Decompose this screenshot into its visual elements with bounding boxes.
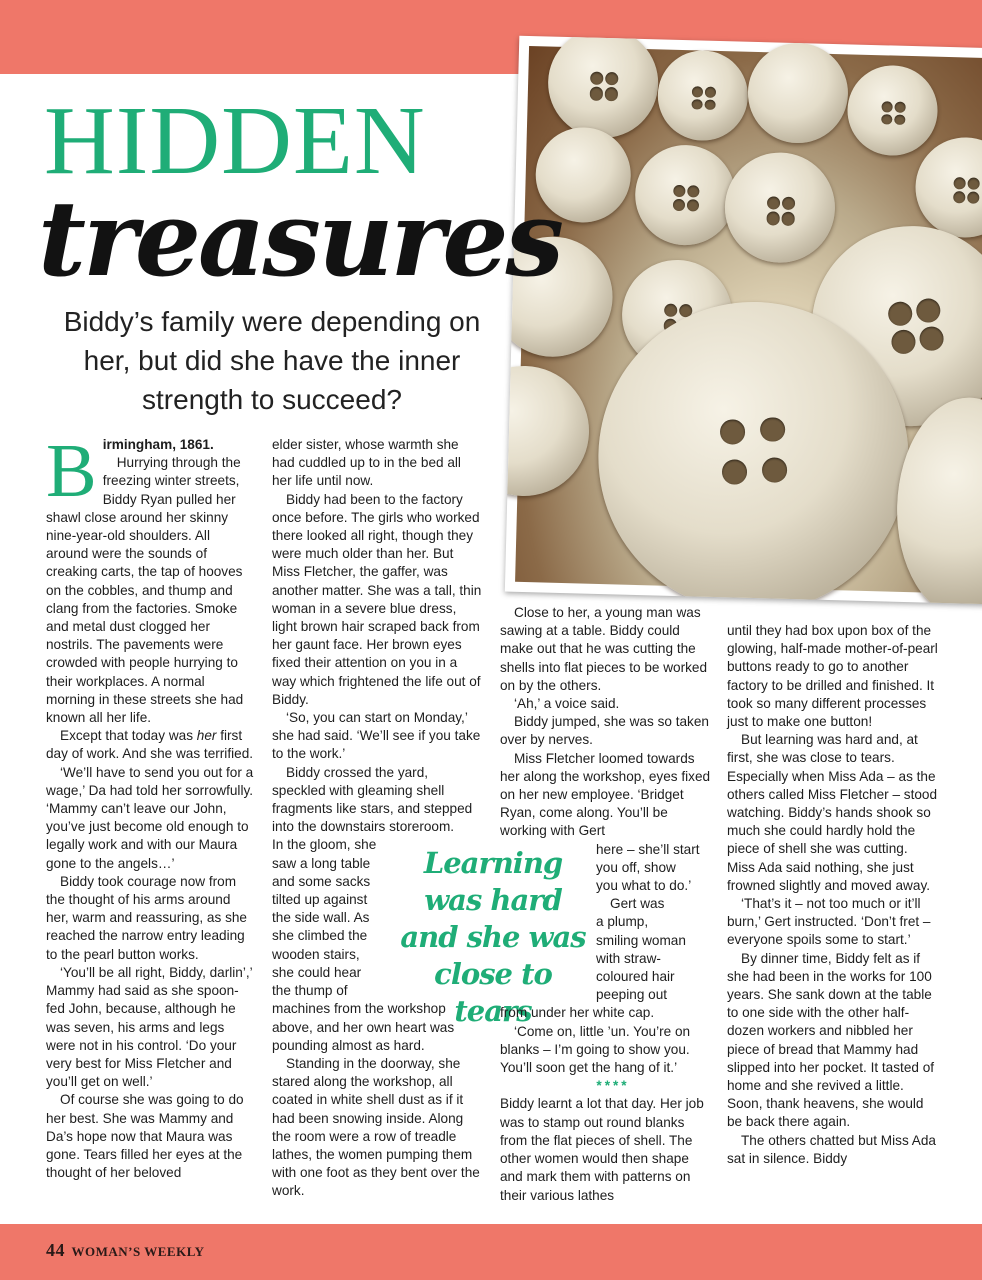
button-image bbox=[724, 151, 837, 264]
section-separator: **** bbox=[596, 1078, 630, 1094]
paragraph: until they had box upon box of the glowing, half-made mother-of-pearl buttons ready to go to another factory to be drilled and finished. It took so many different processes just to make one button! bbox=[727, 623, 938, 730]
paragraph: ‘We’ll have to send you out for a wage,’ Da had told her sorrowfully. ‘Mammy can’t leave our John, you’ve just become old enough to legally work and with our Maura gone to the angels…’ bbox=[46, 764, 254, 871]
button-image bbox=[846, 64, 938, 156]
paragraph: Biddy jumped, she was so taken over by nerves. bbox=[500, 714, 709, 748]
pull-quote: Learning was hard and she was close to tears bbox=[400, 846, 586, 1028]
article-column-4 bbox=[727, 622, 939, 1168]
paragraph: Biddy crossed the yard, speckled with gleaming shell fragments like stars, and stepped into the downstairs storeroom. bbox=[272, 764, 473, 835]
paragraph: from under her white cap. bbox=[500, 1005, 655, 1021]
paragraph: Hurrying through the freezing winter streets, Biddy Ryan pulled her shawl close around her skinny nine-year-old shoulders. All around were the sounds of creaking carts, the tap of hooves on the cobbles, and thump and clang from the factories. Smoke and metal dust clogged her nostrils. The pavements were crowded with people hurrying to their workplaces. A normal morning in these streets she had known all her life. bbox=[46, 455, 244, 726]
paragraph: In the gloom, she saw a long table and some sacks tilted up against the side wall. As she climbed the wooden stairs, she could hear the thump of machines from the workshop above, and her own heart was pounding almost as hard. bbox=[272, 837, 455, 1053]
opening-paragraph bbox=[46, 429, 254, 727]
paragraph: Of course she was going to do her best. She was Mammy and Da’s hope now that Maura was gone. Tears filled her eyes at the thought of her beloved bbox=[46, 1092, 244, 1181]
paragraph: Miss Fletcher loomed towards her along the workshop, eyes fixed on her new employee. ‘Bridget Ryan, come along. You’ll be working with Gert bbox=[500, 750, 711, 839]
paragraph: The others chatted but Miss Ada sat in silence. Biddy bbox=[727, 1132, 936, 1166]
standfirst: Biddy’s family were depending on her, but did she have the inner strength to succeed? bbox=[63, 306, 481, 415]
article-column-1 bbox=[46, 429, 254, 1182]
button-image bbox=[547, 36, 660, 140]
article-column-3 bbox=[500, 604, 712, 1205]
paragraph: Biddy took courage now from the thought of his arms around her, warm and reassuring, as she reached the narrow entry leading to the pearl button works. bbox=[46, 873, 247, 962]
dateline: irmingham, 1861. bbox=[102, 437, 214, 452]
photo-image-area bbox=[515, 46, 982, 594]
button-image bbox=[894, 396, 982, 604]
wrapped-lines: here – she’ll start you off, show you what to do.’ Gert was a plump, smiling woman with straw- coloured hair peeping out bbox=[596, 841, 700, 1003]
paragraph: Except that today was her first day of work. And she was terrified. bbox=[46, 728, 254, 762]
headline-hidden: HIDDEN bbox=[44, 87, 426, 195]
paragraph: Close to her, a young man was sawing at a table. Biddy could make out that he was cutting the shells into flat pieces to be worked on by the others. bbox=[500, 605, 708, 693]
headline-treasures: treasures bbox=[38, 177, 562, 300]
page-number: 44 bbox=[46, 1240, 65, 1260]
emphasis: her bbox=[196, 728, 217, 744]
paragraph: ‘That’s it – not too much or it’ll burn,’ Gert instructed. ‘Don’t fret – everyone spoils some to start.’ bbox=[727, 896, 931, 948]
button-image bbox=[505, 364, 591, 497]
paragraph: ‘You’ll be all right, Biddy, darlin’,’ Mammy had said as she spoon-fed John, because, although he was seven, his arms and legs were not in his control. ‘Do your very best for Miss Fletcher and you’ll get on well.’ bbox=[46, 964, 253, 1090]
paragraph: ‘Come on, little ’un. You’re on blanks – I’m going to show you. You’ll soon get the hang of it.’ bbox=[500, 1023, 691, 1076]
paragraph: But learning was hard and, at first, she was close to tears. Especially when Miss Ada – as the others called Miss Fletcher – stood watching. Biddy’s hands shook so much she could hardly hold the piece of shell she was cutting. Miss Ada said nothing, she just frowned slightly and moved away. bbox=[727, 732, 938, 893]
button-image bbox=[634, 144, 737, 247]
paragraph: Biddy had been to the factory once before. The girls who worked there looked all right, though they were much older than her. But Miss Fletcher, the gaffer, was another matter. She was a tall, thin woman in a severe blue dress, light brown hair scraped back from her gaunt face. Her brown eyes fixed their attention on you in a way which frightened the life out of Biddy. bbox=[272, 491, 482, 707]
paragraph: ‘So, you can start on Monday,’ she had said. ‘We’ll see if you take to the work.’ bbox=[272, 710, 481, 762]
article-column-2 bbox=[272, 436, 484, 1201]
paragraph: ‘Ah,’ a voice said. bbox=[514, 696, 620, 712]
button-image bbox=[657, 49, 749, 141]
publication-name: WOMAN’S WEEKLY bbox=[71, 1244, 205, 1259]
page-footer bbox=[46, 1240, 205, 1261]
paragraph: elder sister, whose warmth she had cuddled up to in the bed all her life until now. bbox=[272, 437, 461, 489]
drop-cap: B bbox=[46, 429, 97, 513]
button-image bbox=[914, 136, 982, 239]
button-image bbox=[747, 42, 850, 145]
buttons-photo bbox=[505, 36, 982, 605]
paragraph: Standing in the doorway, she stared along the workshop, all coated in white shell dust as if it had been snowing inside. Along the room were a row of treadle lathes, the women pumping them with one foot as they bent over the work. bbox=[272, 1055, 480, 1199]
paragraph: By dinner time, Biddy felt as if she had been in the works for 100 years. She sank down at the table to one side with the other half-dozen workers and nibbled her piece of bread that Mammy had slipped into her pocket. It tasted of home and she revived a little. Soon, thank heavens, she would be back there again. bbox=[727, 950, 935, 1130]
paragraph: Biddy learnt a lot that day. Her job was to stamp out round blanks from the flat pieces of shell. The other women would then shape and mark them with patterns on their various lathes bbox=[500, 1096, 704, 1203]
